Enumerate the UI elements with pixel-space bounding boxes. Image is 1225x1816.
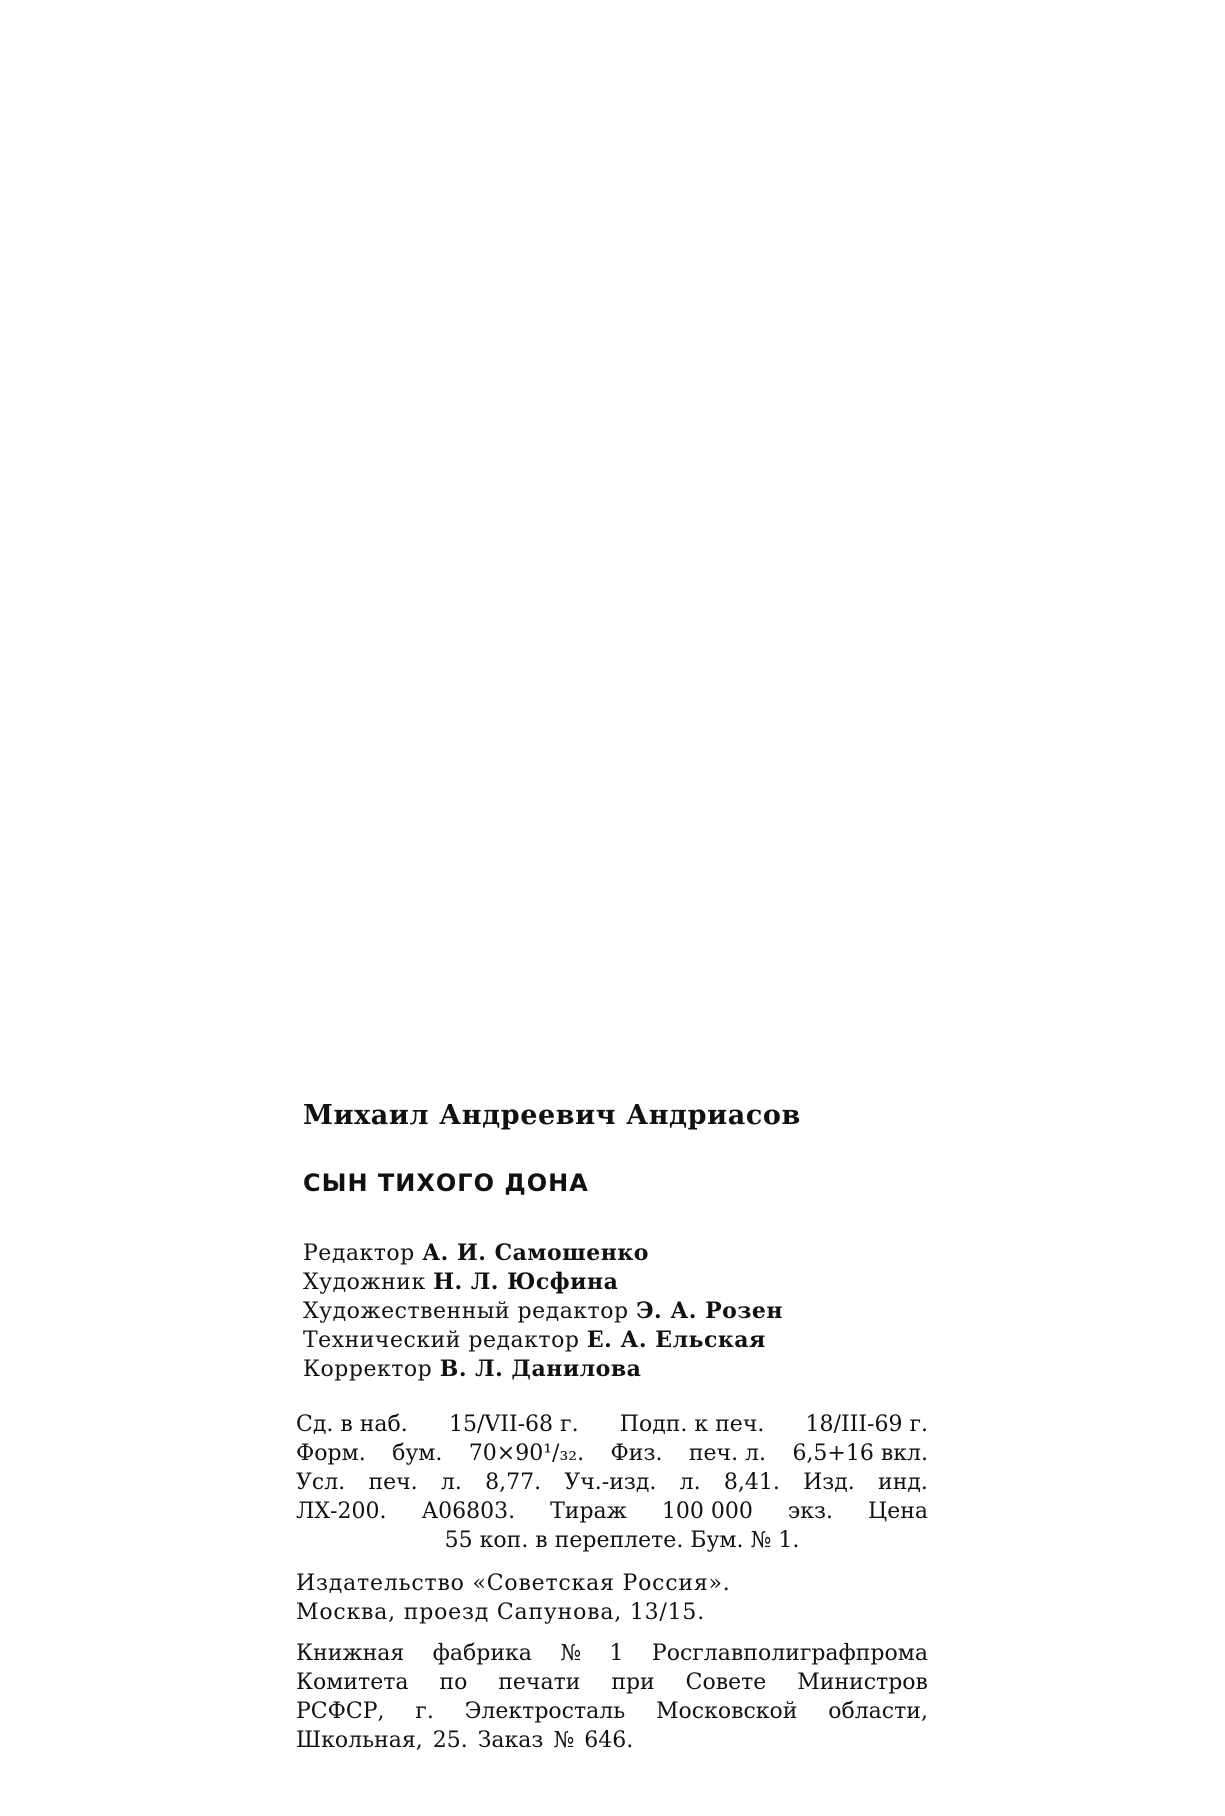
printer-text: 25.	[432, 1728, 468, 1753]
spec-text: Усл.	[296, 1470, 346, 1495]
spec-text: л.	[679, 1470, 701, 1495]
spec-line-1	[296, 1410, 928, 1439]
spec-text: 15/VII-68 г.	[448, 1412, 579, 1437]
spec-text: Форм.	[296, 1441, 366, 1466]
spec-text: печ. л.	[688, 1441, 767, 1466]
credit-editor	[303, 1239, 946, 1268]
printer-text: печати	[498, 1670, 581, 1695]
spec-text: Подп. к печ.	[619, 1412, 765, 1437]
printer-line-1	[296, 1639, 928, 1668]
credit-name: Э. А. Розен	[636, 1298, 783, 1324]
spec-text: А06803.	[421, 1499, 516, 1524]
spec-line-5: 55 коп. в переплете. Бум. № 1.	[444, 1528, 800, 1553]
printer-text: Школьная,	[296, 1728, 423, 1753]
printer-text: 1	[609, 1641, 624, 1666]
book-title: СЫН ТИХОГО ДОНА	[303, 1169, 589, 1197]
credit-role: Художник	[303, 1270, 426, 1295]
spec-line-2	[296, 1439, 928, 1468]
credit-role: Художественный редактор	[303, 1299, 629, 1324]
colophon	[296, 1100, 946, 1767]
printer-line-3	[296, 1697, 928, 1726]
author-name: Михаил Андреевич Андриасов	[303, 1100, 801, 1131]
spec-text: ЛХ-200.	[296, 1499, 387, 1524]
printer-text: фабрика	[432, 1641, 532, 1666]
spec-text: бум.	[392, 1441, 443, 1466]
printer-text: г.	[415, 1699, 434, 1724]
spec-text: печ.	[368, 1470, 418, 1495]
spec-text: Цена	[868, 1499, 928, 1524]
spec-text: 70×90¹/₃₂.	[468, 1441, 585, 1466]
printer-text: Министров	[797, 1670, 928, 1695]
spec-text: л.	[440, 1470, 462, 1495]
spec-text: 6,5+16 вкл.	[792, 1441, 928, 1466]
printer-text: области,	[828, 1699, 928, 1724]
spec-text: Физ.	[610, 1441, 663, 1466]
printer-text: 646.	[584, 1728, 634, 1753]
printer-text: Книжная	[296, 1641, 405, 1666]
credit-art-editor	[303, 1297, 946, 1326]
publisher-name: Издательство «Советская Россия».	[296, 1571, 731, 1596]
spec-text: Изд.	[803, 1470, 855, 1495]
publisher-info	[296, 1569, 928, 1627]
printer-text: РСФСР,	[296, 1699, 385, 1724]
spec-text: экз.	[787, 1499, 833, 1524]
printer-text: Росглавполиграфпрома	[651, 1641, 928, 1666]
spec-text: Уч.-изд.	[564, 1470, 657, 1495]
spec-text: 8,77.	[485, 1470, 542, 1495]
printer-text: Заказ	[477, 1728, 544, 1753]
spec-text: 8,41.	[723, 1470, 780, 1495]
credit-name: А. И. Самошенко	[422, 1240, 649, 1266]
credit-artist	[303, 1268, 946, 1297]
publisher-address: Москва, проезд Сапунова, 13/15.	[296, 1600, 706, 1625]
spec-line-4	[296, 1497, 928, 1526]
spec-text: инд.	[878, 1470, 928, 1495]
credit-role: Корректор	[303, 1357, 433, 1382]
printer-text: №	[560, 1641, 582, 1666]
spec-line-3	[296, 1468, 928, 1497]
printer-text: Московской	[656, 1699, 798, 1724]
credit-role: Редактор	[303, 1241, 415, 1266]
credit-proofreader	[303, 1355, 946, 1384]
credit-name: Е. А. Ельская	[586, 1327, 766, 1353]
printer-line-2	[296, 1668, 928, 1697]
printer-info	[296, 1639, 928, 1755]
credit-name: Н. Л. Юсфина	[433, 1269, 619, 1295]
spec-text: 18/III-69 г.	[805, 1412, 928, 1437]
printer-line-4	[296, 1726, 928, 1755]
print-specs	[296, 1410, 928, 1555]
spec-text: Сд. в наб.	[296, 1412, 408, 1437]
credit-role: Технический редактор	[303, 1328, 580, 1353]
credit-tech-editor	[303, 1326, 946, 1355]
printer-text: при	[611, 1670, 655, 1695]
printer-text: Совете	[685, 1670, 767, 1695]
printer-text: Комитета	[296, 1670, 409, 1695]
printer-text: №	[553, 1728, 575, 1753]
printer-text: по	[439, 1670, 468, 1695]
staff-credits	[303, 1239, 946, 1384]
spec-text: Тираж	[550, 1499, 627, 1524]
spec-text: 100 000	[661, 1499, 753, 1524]
printer-text: Электросталь	[464, 1699, 626, 1724]
credit-name: В. Л. Данилова	[439, 1356, 642, 1382]
